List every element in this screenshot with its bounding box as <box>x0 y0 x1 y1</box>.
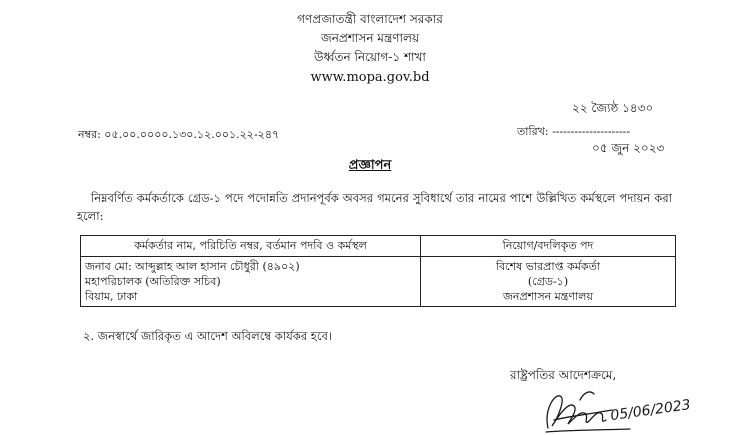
officer-cell <box>81 257 421 307</box>
point-2-text: ২. জনস্বার্থে জারিকৃত এ আদেশ অবিলম্বে কার্যকর হবে। <box>83 329 332 343</box>
date-english: ০৫ জুন ২০২৩ <box>592 141 665 155</box>
officer-workplace: বিয়াম, ঢাকা <box>85 290 138 303</box>
signature-date: 05/06/2023 <box>609 397 692 425</box>
header-branch-name: উর্ধ্বতন নিয়োগ-১ শাখা <box>314 50 426 64</box>
table-header-posting: নিয়োগ/বদলিকৃত পদ <box>421 236 676 257</box>
header-government-name: গণপ্রজাতন্ত্রী বাংলাদেশ সরকার <box>297 12 443 26</box>
table-row <box>81 257 676 307</box>
signature-image <box>540 380 710 435</box>
table-header-officer: কর্মকর্তার নাম, পরিচিতি নম্বর, বর্তমান পদবি ও কর্মস্থল <box>81 236 421 257</box>
posting-title: বিশেষ ভারপ্রাপ্ত কর্মকর্তা <box>495 260 601 273</box>
officer-designation: মহাপরিচালক (অতিরিক্ত সচিব) <box>85 275 221 288</box>
order-by-president: রাষ্ট্রপতির আদেশক্রমে, <box>510 368 617 382</box>
header-ministry-name: জনপ্রশাসন মন্ত্রণালয় <box>320 31 420 45</box>
date-label: তারিখ: --------------------- <box>517 125 631 138</box>
date-bangla: ২২ জ্যৈষ্ঠ ১৪৩০ <box>572 101 654 115</box>
body-paragraph: নিম্নবর্ণিত কর্মকর্তাকে গ্রেড-১ পদে পদোন্নতি প্রদানপূর্বক অবসর গমনের সুবিধার্থে তার নামের পাশে উল্লিখিত কর্মস্থলে পদায়ন করা হলো: <box>77 191 672 223</box>
assignment-table <box>80 235 676 307</box>
table-header-row <box>81 236 676 257</box>
header-website: www.mopa.gov.bd <box>310 70 430 85</box>
memo-number: নম্বর: ০৫.০০.০০০০.১৩০.১২.০০১.২২-২৪৭ <box>78 128 280 141</box>
posting-grade: (গ্রেড-১) <box>527 275 569 288</box>
posting-ministry: জনপ্রশাসন মন্ত্রণালয় <box>503 290 593 303</box>
posting-cell <box>421 257 676 307</box>
officer-name: জনাব মো: আব্দুল্লাহ আল হাসান চৌধুরী (৪৯০২) <box>85 260 300 273</box>
notice-title: প্রজ্ঞাপন <box>348 158 392 173</box>
